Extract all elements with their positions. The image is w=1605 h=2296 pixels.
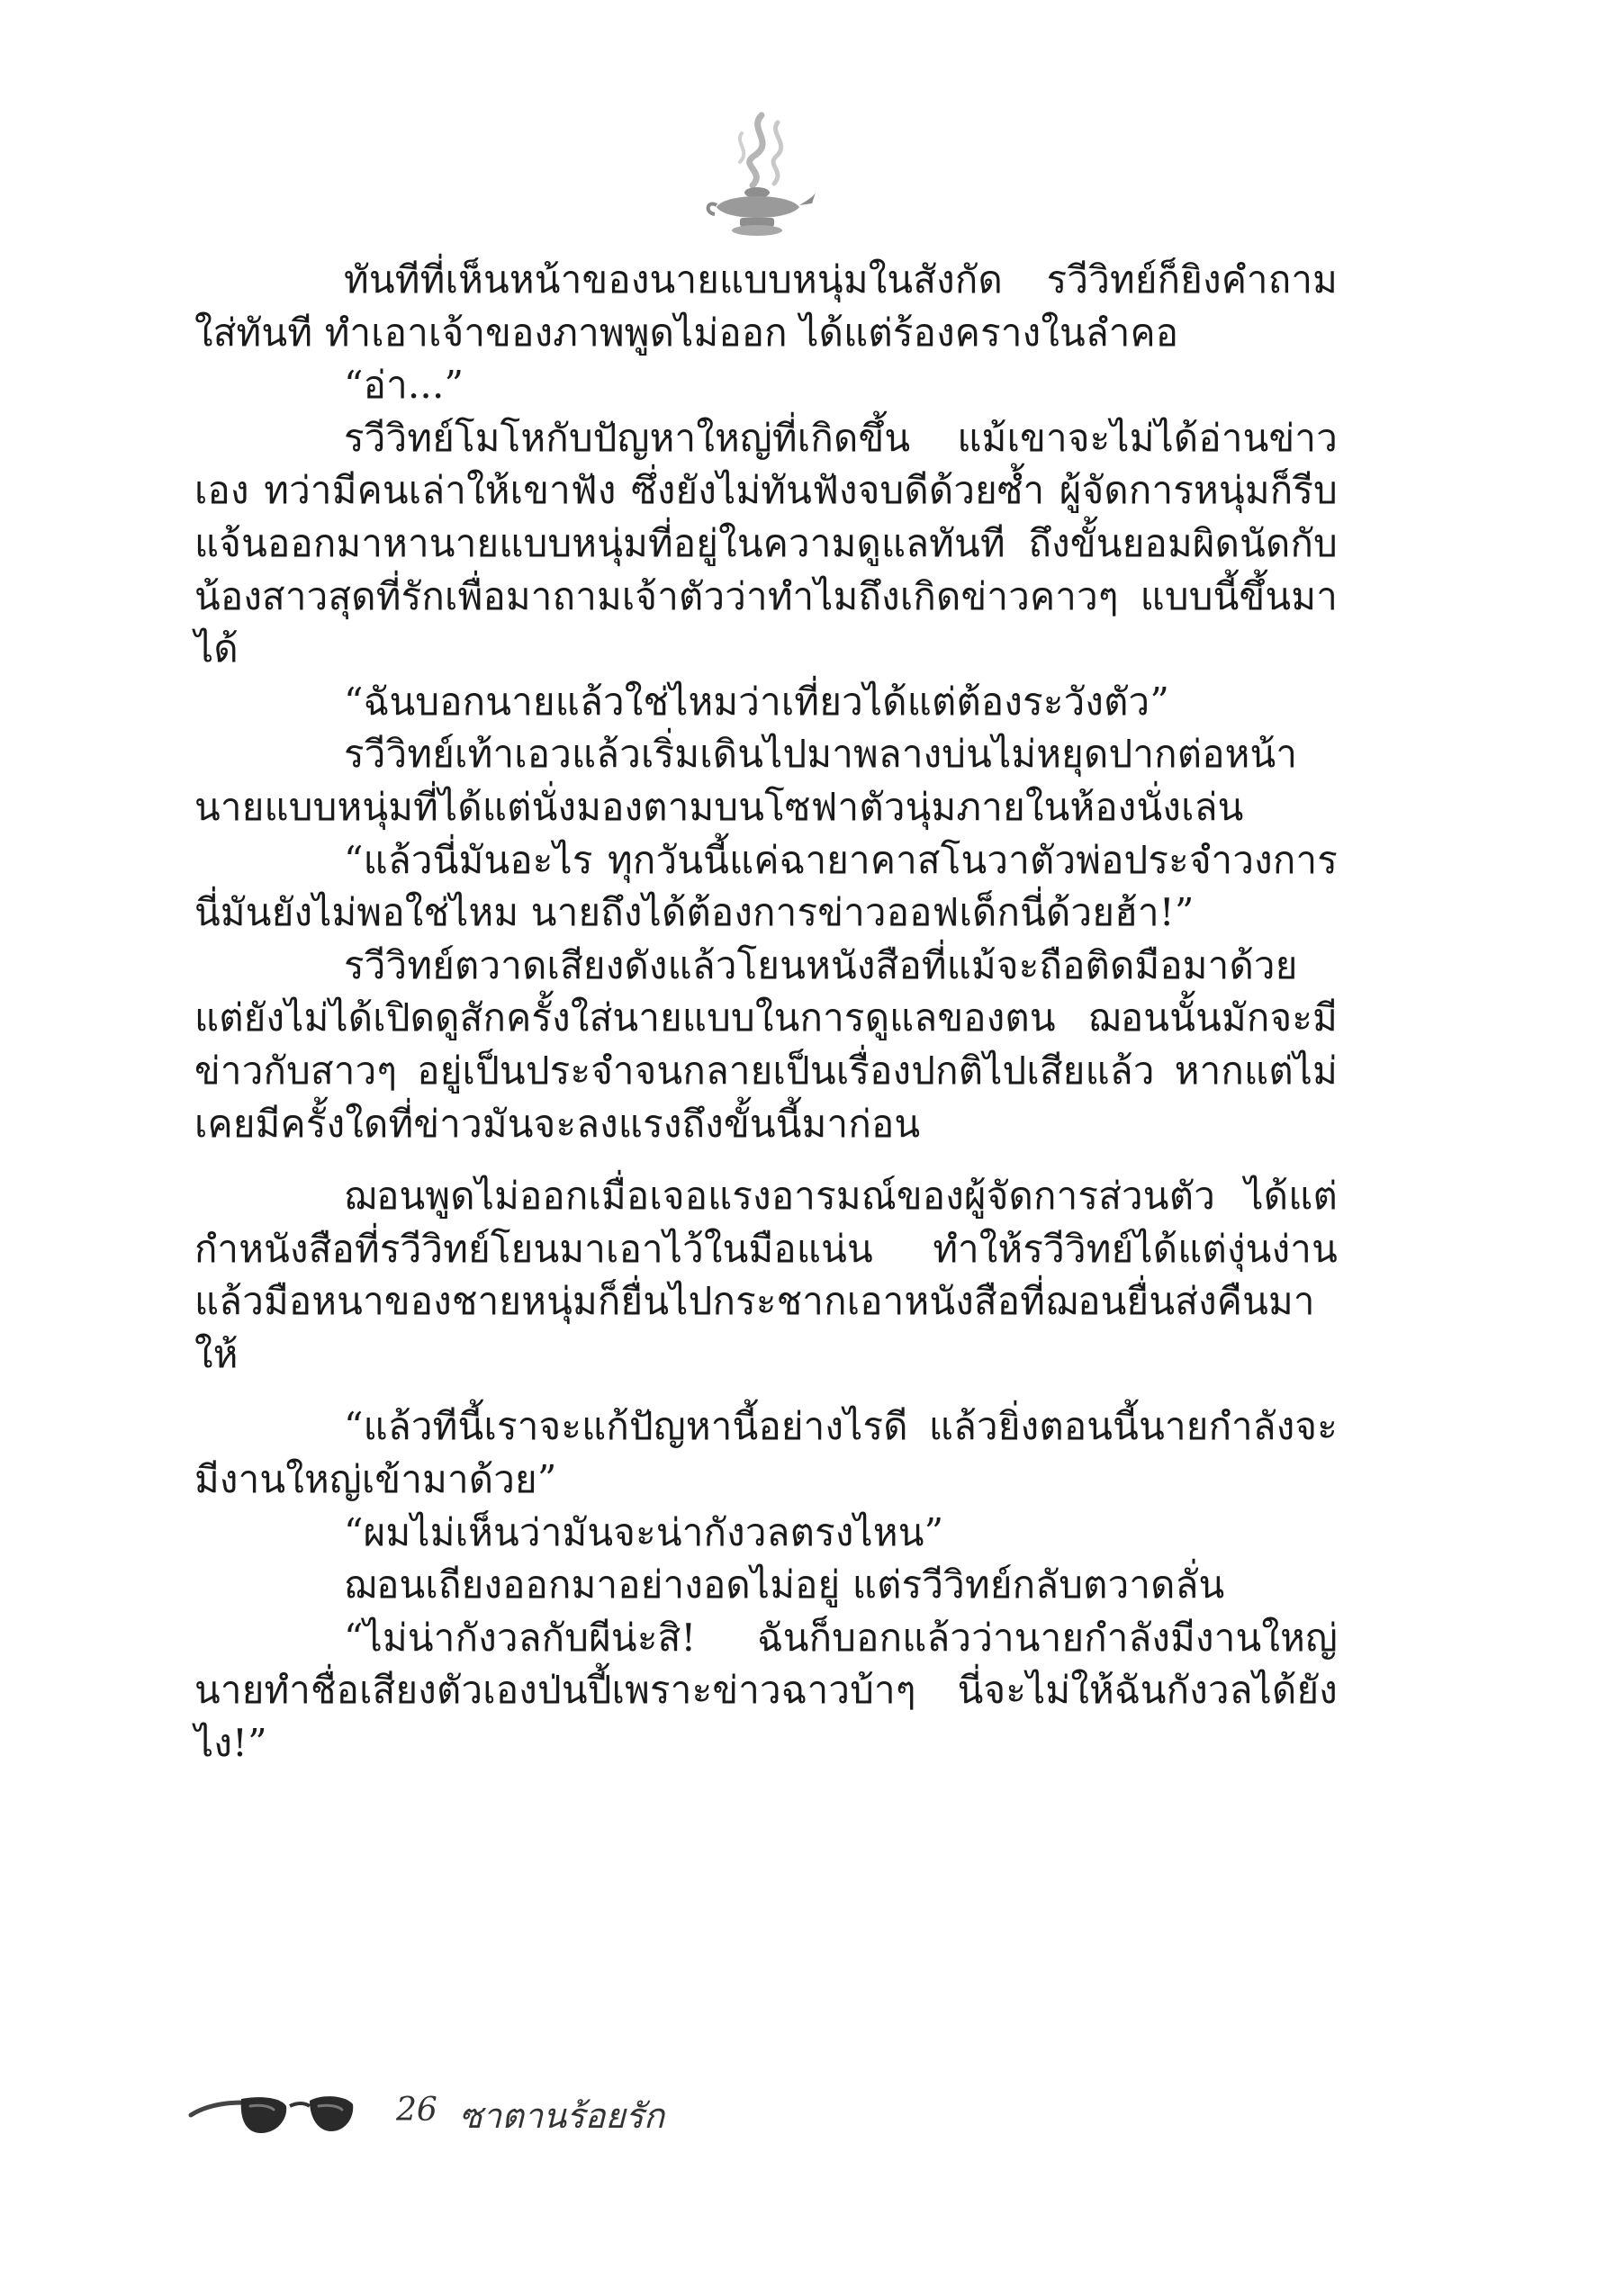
book-title: ซาตานร้อยรัก xyxy=(459,2096,665,2136)
paragraph-11: ฌอนเถียงออกมาอย่างอดไม่อยู่ แต่รวีวิทย์กลับตวาดลั่น xyxy=(344,1562,1225,1607)
body-text xyxy=(194,254,1338,1770)
sunglasses-icon xyxy=(187,2079,358,2144)
page-footer xyxy=(187,2079,817,2144)
paragraph-4: “ฉันบอกนายแล้วใช่ไหมว่าเที่ยวได้แต่ต้องระวังตัว” xyxy=(344,679,1170,724)
paragraph-8: ฌอนพูดไม่ออกเมื่อเจอแรงอารมณ์ของผู้จัดการส่วนตัว ได้แต่กำหนังสือที่รวีวิทย์โยนมาเอาไว้ในมือแน่น ทำให้รวีวิทย์ได้แต่งุ่นง่านแล้วมือหนาของชายหนุ่มก็ยื่นไปกระชากเอาหนังสือที่ฌอนยื่นส่งคืนมาให้ xyxy=(194,1174,1338,1376)
paragraph-2: “อ่า...” xyxy=(344,363,464,408)
paragraph-7: รวีวิทย์ตวาดเสียงดังแล้วโยนหนังสือที่แม้จะถือติดมือมาด้วยแต่ยังไม่ได้เปิดดูสักครั้งใส่นายแบบในการดูแลของตน ฌอนนั้นมักจะมีข่าวกับสาวๆ อยู่เป็นประจำจนกลายเป็นเรื่องปกติไปเสียแล้ว หากแต่ไม่เคยมีครั้งใดที่ข่าวมันจะลงแรงถึงขั้นนี้มาก่อน xyxy=(194,942,1338,1146)
paragraph-5: รวีวิทย์เท้าเอวแล้วเริ่มเดินไปมาพลางบ่นไม่หยุดปากต่อหน้านายแบบหนุ่มที่ได้แต่นั่งมองตามบนโซฟาตัวนุ่มภายในห้องนั่งเล่น xyxy=(194,732,1298,829)
paragraph-1: ทันทีที่เห็นหน้าของนายแบบหนุ่มในสังกัด รวีวิทย์ก็ยิงคำถามใส่ทันที ทำเอาเจ้าของภาพพูดไม่ออก ได้แต่ร้องครางในลำคอ xyxy=(194,257,1338,355)
paragraph-12: “ไม่น่ากังวลกับผีน่ะสิ! ฉันก็บอกแล้วว่านายกำลังมีงานใหญ่นายทำชื่อเสียงตัวเองป่นปี้เพราะข่าวฉาวบ้าๆ นี่จะไม่ให้ฉันกังวลได้ยังไง!” xyxy=(194,1615,1338,1766)
paragraph-6: “แล้วนี่มันอะไร ทุกวันนี้แค่ฉายาคาสโนวาตัวพ่อประจำวงการนี่มันยังไม่พอใช่ไหม นายถึงได้ต้องการข่าวออฟเด็กนี่ด้วยฮ้า!” xyxy=(194,837,1338,935)
paragraph-3: รวีวิทย์โมโหกับปัญหาใหญ่ที่เกิดขึ้น แม้เขาจะไม่ได้อ่านข่าวเอง ทว่ามีคนเล่าให้เขาฟัง ซึ่งยังไม่ทันฟังจบดีด้วยซ้ำ ผู้จัดการหนุ่มก็รีบแจ้นออกมาหานายแบบหนุ่มที่อยู่ในความดูแลทันที ถึงขั้นยอมผิดนัดกับน้องสาวสุดที่รักเพื่อมาถามเจ้าตัวว่าทำไมถึงเกิดข่าวคาวๆ แบบนี้ขึ้นมาได้ xyxy=(194,415,1338,671)
paragraph-9: “แล้วทีนี้เราจะแก้ปัญหานี้อย่างไรดี แล้วยิ่งตอนนี้นายกำลังจะมีงานใหญ่เข้ามาด้วย” xyxy=(194,1404,1338,1502)
page-number: 26 xyxy=(396,2092,437,2129)
genie-lamp-icon xyxy=(699,106,816,241)
paragraph-10: “ผมไม่เห็นว่ามันจะน่ากังวลตรงไหน” xyxy=(344,1509,944,1554)
